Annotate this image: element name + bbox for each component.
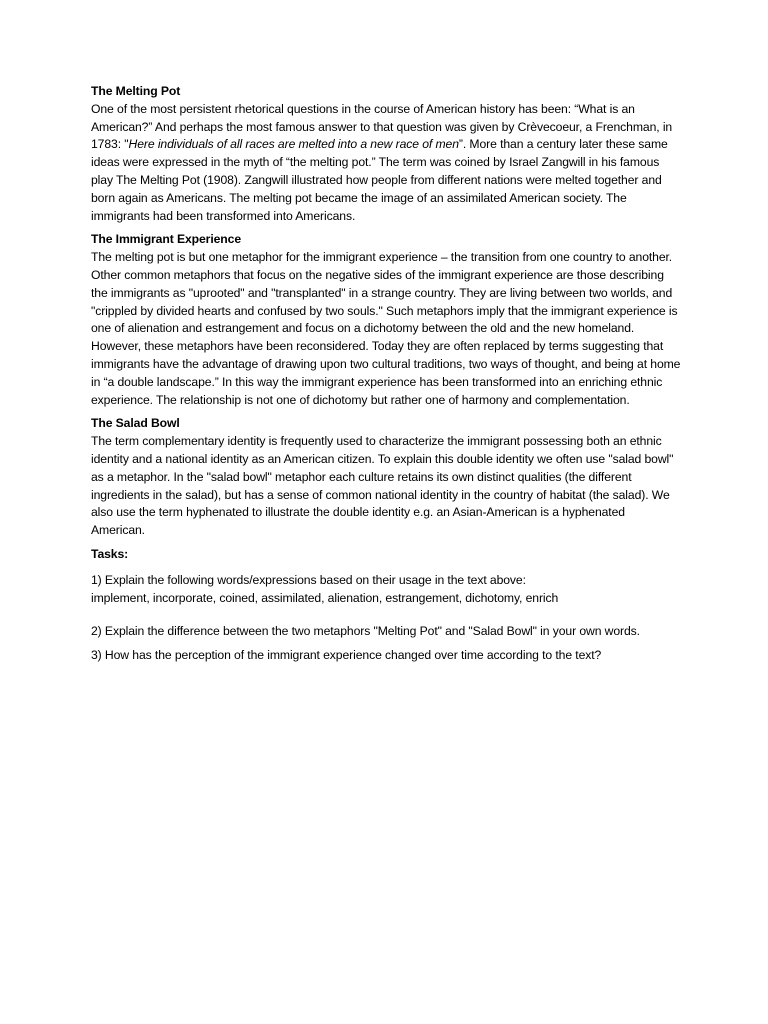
paragraph-text: ”. More than a century later these same ideas were expressed in the myth of “the melting pot.” The term was coined by Israel Zangwill in his famous play The Melting Pot (1908). Zangwill illustrated how people from different nations were melted together and born again as Americans. The melting pot became the image of an assimilated American society. The immigrants had been transformed into Americans.	[91, 137, 668, 223]
italic-quote: Here individuals of all races are melted into a new race of men	[128, 137, 459, 152]
section-heading: The Melting Pot	[91, 84, 181, 98]
section-paragraph: The term complementary identity is frequently used to characterize the immigrant possessing both an ethnic identity and a national identity as an American citizen. To explain this double identity we often use "salad bowl" as a metaphor. In the "salad bowl" metaphor each culture retains its own distinct qualities (the different ingredients in the salad), but has a sense of common national identity in the country of habitat (the salad). We also use the term hyphenated to illustrate the double identity e.g. an Asian-American is a hyphenated American.	[91, 434, 674, 538]
task-item-1	[91, 572, 681, 608]
paragraph-text: One of the most persistent rhetorical questions in the course of American history has been: “What is an American?” And perhaps the most famous answer to that question was given by Crèvecoeur, a Frenchman, in 1783: "	[91, 101, 673, 152]
task-1-word-list: implement, incorporate, coined, assimilated, alienation, estrangement, dichotomy, enrich	[91, 590, 559, 605]
tasks-heading: Tasks:	[91, 546, 129, 561]
section-paragraph	[91, 101, 681, 226]
task-item-2	[91, 623, 681, 641]
task-2-prompt: 2) Explain the difference between the two metaphors "Melting Pot" and "Salad Bowl" in your own words.	[91, 624, 640, 639]
section-immigrant-experience	[91, 231, 681, 409]
task-item-3	[91, 647, 681, 665]
section-salad-bowl	[91, 415, 681, 540]
task-3-prompt: 3) How has the perception of the immigrant experience changed over time according to the text?	[91, 648, 602, 663]
document-page	[91, 83, 681, 671]
tasks-section	[91, 546, 681, 665]
task-1-prompt: 1) Explain the following words/expressions based on their usage in the text above:	[91, 572, 526, 587]
section-paragraph: The melting pot is but one metaphor for the immigrant experience – the transition from one country to another. Other common metaphors that focus on the negative sides of the immigrant experience are those describing the immigrants as "uprooted" and "transplanted" in a strange country. They are living between two worlds, and "crippled by divided hearts and confused by two souls." Such metaphors imply that the immigrant experience is one of alienation and estrangement and focus on a dichotomy between the old and the new homeland. However, these metaphors have been reconsidered. Today they are often replaced by terms suggesting that immigrants have the advantage of drawing upon two cultural traditions, two ways of thought, and being at home in “a double landscape.” In this way the immigrant experience has been transformed into an enriching ethnic experience. The relationship is not one of dichotomy but rather one of harmony and complementation.	[91, 250, 681, 407]
section-heading: The Salad Bowl	[91, 416, 180, 431]
section-heading: The Immigrant Experience	[91, 232, 241, 247]
section-melting-pot	[91, 83, 681, 225]
